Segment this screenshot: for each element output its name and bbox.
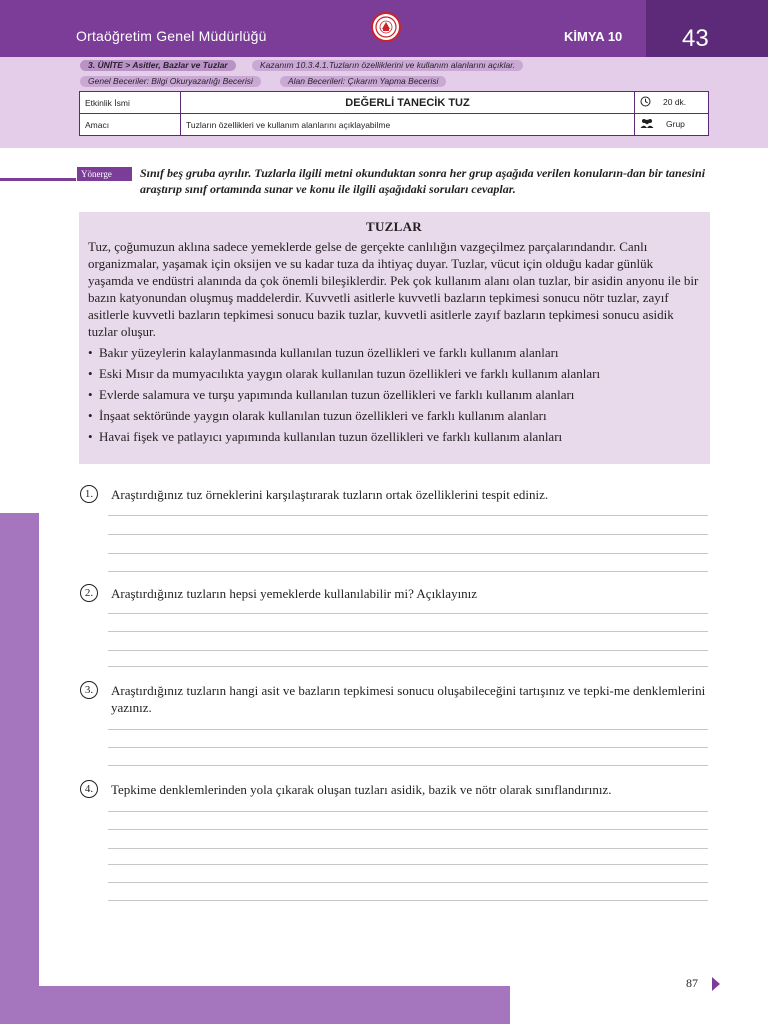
activity-purpose-row [80,114,709,136]
next-page-arrow-icon[interactable] [712,977,720,991]
organization-name: Ortaöğretim Genel Müdürlüğü [76,28,267,44]
answer-line[interactable] [108,666,708,667]
bottom-accent-bar [0,986,510,1024]
answer-line[interactable] [108,650,708,651]
answer-line[interactable] [108,553,708,554]
duration-value: 20 dk. [663,96,687,107]
question-number: 3. [80,681,98,699]
ministry-emblem-icon [371,12,401,42]
answer-line[interactable] [108,900,708,901]
answer-line[interactable] [108,534,708,535]
answer-line[interactable] [108,613,708,614]
duration-cell [635,92,709,114]
topic-item: • İnşaat sektöründe yaygın olarak kullanılan tuzun özellikleri ve farklı kullanım alanları [88,405,700,426]
answer-line[interactable] [108,829,708,830]
field-skills-pill: Alan Becerileri: Çıkarım Yapma Becerisi [280,76,446,87]
reading-body: Tuz, çoğumuzun aklına sadece yemeklerde gelse de gerçekte canlılığın vazgeçilmez parçalarındandır. Canlı organizmalar, yaşamak için oksijen ve su kadar tuza da ihtiyaç duyar. Tuzlar, vücut için olduğu kadar günlük yaşamda ve endüstri alanında da çok önemli bileşiklerdir. Pek çok kullanım alanı olan tuzlar, bir asidin anyonu ile bir bazın katyonundan oluşmuş maddelerdir. Kuvvetli asitlerle kuvvetli bazların tepkimesi sonucu nötr tuzlar, zayıf asitlerle kuvvetli bazların tepkimesi sonucu bazik tuzlar, kuvvetli asitlerle zayıf bazların tepkimesi sonucu asidik tuzlar oluşur. [88,239,699,339]
topic-item: • Evlerde salamura ve turşu yapımında kullanılan tuzun özellikleri ve farklı kullanım alanları [88,384,700,405]
clock-icon [640,96,651,109]
question-text: Araştırdığınız tuzların hangi asit ve bazların tepkimesi sonucu oluşabileceğini tartışınız ve tepki-me denklemlerini yazınız. [111,683,706,715]
answer-line[interactable] [108,848,708,849]
page-number-box [646,0,768,57]
answer-line[interactable] [108,515,708,516]
question-number: 1. [80,485,98,503]
activity-name-label: Etkinlik İsmi [80,92,181,114]
question-number: 2. [80,584,98,602]
topic-item: • Bakır yüzeylerin kalaylanmasında kullanılan tuzun özellikleri ve farklı kullanım alanları [88,342,700,363]
answer-line[interactable] [108,882,708,883]
answer-line[interactable] [108,864,708,865]
reading-box [79,212,710,464]
purpose-label: Amacı [80,114,181,136]
question-text: Araştırdığınız tuz örneklerini karşılaştırarak tuzların ortak özelliklerini tespit ediniz. [111,487,549,502]
header-bar [0,0,768,57]
group-icon [640,118,654,131]
answer-line[interactable] [108,747,708,748]
question-text: Tepkime denklemlerinden yola çıkarak oluşan tuzları asidik, bazik ve nötr olarak sınıflandırınız. [111,782,612,797]
subject-name: KİMYA 10 [564,29,623,44]
answer-line[interactable] [108,571,708,572]
activity-name-row [80,92,709,114]
activity-table [79,91,709,136]
footer-page-number: 87 [686,976,698,990]
group-value: Grup [666,118,685,129]
reading-title: TUZLAR [366,219,422,234]
group-cell [635,114,709,136]
purpose-text: Tuzların özellikleri ve kullanım alanlarını açıklayabilme [181,114,635,136]
page-number: 43 [682,25,709,52]
instruction-label: Yönerge [77,167,132,181]
general-skills-pill: Genel Beceriler: Bilgi Okuryazarlığı Becerisi [80,76,261,87]
instruction-text: Sınıf beş gruba ayrılır. Tuzlarla ilgili metni okunduktan sonra her grup aşağıda verilen konuların-dan bir tanesini araştırıp sınıf ortamında sunar ve konu ile ilgili aşağıdaki soruları cevaplar. [140,166,706,196]
answer-line[interactable] [108,729,708,730]
topic-item: • Havai fişek ve patlayıcı yapımında kullanılan tuzun özellikleri ve farklı kullanım alanları [88,426,700,447]
activity-name: DEĞERLİ TANECİK TUZ [181,92,635,114]
topic-list [88,342,700,447]
left-accent-rule [0,178,76,181]
left-accent-strip [0,513,39,1024]
outcome-pill: Kazanım 10.3.4.1.Tuzların özelliklerini ve kullanım alanlarını açıklar. [252,60,523,71]
unit-pill: 3. ÜNİTE > Asitler, Bazlar ve Tuzlar [80,60,236,71]
answer-line[interactable] [108,811,708,812]
answer-line[interactable] [108,765,708,766]
answer-line[interactable] [108,631,708,632]
topic-item: • Eski Mısır da mumyacılıkta yaygın olarak kullanılan tuzun özellikleri ve farklı kullanım alanları [88,363,700,384]
question-text: Araştırdığınız tuzların hepsi yemeklerde kullanılabilir mi? Açıklayınız [111,586,478,601]
question-number: 4. [80,780,98,798]
